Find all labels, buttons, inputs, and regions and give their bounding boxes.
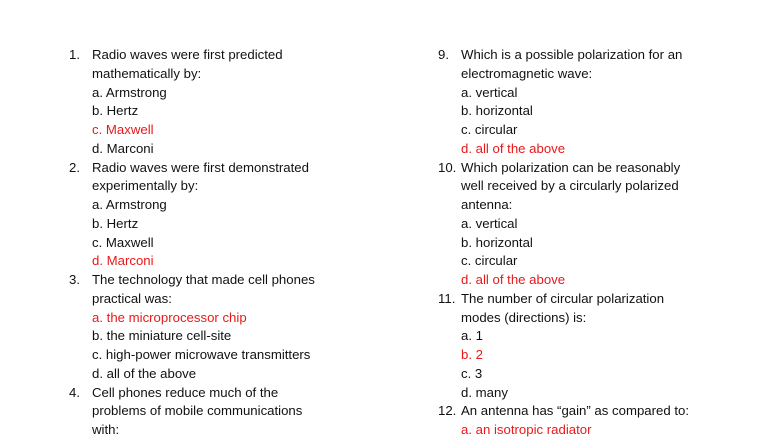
answer-option: c. circular bbox=[461, 253, 518, 269]
answer-option: a. 1 bbox=[461, 328, 483, 344]
question-line: Which polarization can be reasonably bbox=[461, 159, 681, 175]
answer-option: d. Marconi bbox=[92, 140, 154, 156]
question-text bbox=[438, 159, 758, 178]
question-number: 3. bbox=[69, 272, 80, 287]
question-text-continued: well received by a circularly polarized bbox=[461, 178, 679, 194]
answer-option: a. vertical bbox=[461, 84, 518, 100]
answer-option: b. horizontal bbox=[461, 234, 533, 250]
right-question-column bbox=[438, 46, 758, 440]
answer-option-correct: d. all of the above bbox=[461, 272, 566, 287]
answer-option: b. horizontal bbox=[461, 103, 533, 119]
question-text-continued: electromagnetic wave: bbox=[461, 65, 593, 81]
left-question-column bbox=[69, 46, 369, 440]
answer-option: b. Hertz bbox=[92, 215, 139, 231]
question-block bbox=[438, 159, 758, 290]
answer-option: a. Armstrong bbox=[92, 197, 167, 212]
answer-option-correct: d. all of the above bbox=[461, 140, 566, 156]
question-text bbox=[69, 46, 369, 65]
question-number: 12. bbox=[438, 403, 457, 419]
question-number: 9. bbox=[438, 47, 449, 62]
question-text-continued: problems of mobile communications bbox=[92, 403, 303, 419]
answer-option-correct: c. Maxwell bbox=[92, 122, 154, 137]
question-text bbox=[69, 159, 369, 178]
answer-option-correct: a. the microprocessor chip bbox=[92, 309, 247, 325]
question-line: Radio waves were first predicted bbox=[92, 47, 283, 62]
question-block bbox=[69, 159, 369, 272]
answer-option: a. vertical bbox=[461, 215, 518, 231]
answer-option: a. Armstrong bbox=[92, 84, 167, 100]
answer-option-correct: b. 2 bbox=[461, 347, 483, 362]
question-text bbox=[438, 402, 758, 421]
question-text-continued: with: bbox=[92, 422, 120, 437]
question-block bbox=[69, 46, 369, 159]
question-text bbox=[69, 384, 369, 403]
answer-option: b. the miniature cell-site bbox=[92, 328, 232, 344]
question-number: 4. bbox=[69, 384, 80, 400]
question-text bbox=[69, 271, 369, 290]
question-block bbox=[438, 402, 758, 440]
question-text-continued: practical was: bbox=[92, 290, 172, 306]
question-text-continued: mathematically by: bbox=[92, 65, 202, 81]
question-number: 11. bbox=[438, 290, 456, 306]
answer-option: c. 3 bbox=[461, 365, 483, 381]
answer-option: b. Hertz bbox=[92, 103, 139, 119]
question-text-continued: antenna: bbox=[461, 197, 513, 212]
answer-option: c. high-power microwave transmitters bbox=[92, 347, 311, 362]
question-text bbox=[438, 46, 758, 65]
question-text-continued: experimentally by: bbox=[92, 178, 199, 194]
question-block bbox=[69, 384, 369, 440]
question-block bbox=[438, 46, 758, 159]
answer-option: c. circular bbox=[461, 122, 518, 137]
question-line: Cell phones reduce much of the bbox=[92, 384, 279, 400]
question-number: 2. bbox=[69, 159, 80, 175]
answer-option: c. Maxwell bbox=[92, 234, 154, 250]
question-block bbox=[438, 290, 758, 403]
answer-option-correct: d. Marconi bbox=[92, 253, 154, 269]
question-line: The technology that made cell phones bbox=[92, 272, 315, 287]
question-text-continued: modes (directions) is: bbox=[461, 309, 587, 325]
question-text bbox=[438, 290, 758, 309]
question-line: The number of circular polarization bbox=[461, 290, 665, 306]
question-number: 1. bbox=[69, 47, 80, 62]
question-line: Radio waves were first demonstrated bbox=[92, 159, 309, 175]
answer-option: d. all of the above bbox=[92, 365, 197, 381]
question-block bbox=[69, 271, 369, 384]
question-number: 10. bbox=[438, 159, 457, 175]
answer-option-correct: a. an isotropic radiator bbox=[461, 422, 592, 437]
question-line: Which is a possible polarization for an bbox=[461, 47, 683, 62]
answer-option: d. many bbox=[461, 384, 508, 400]
question-line: An antenna has “gain” as compared to: bbox=[461, 403, 689, 419]
